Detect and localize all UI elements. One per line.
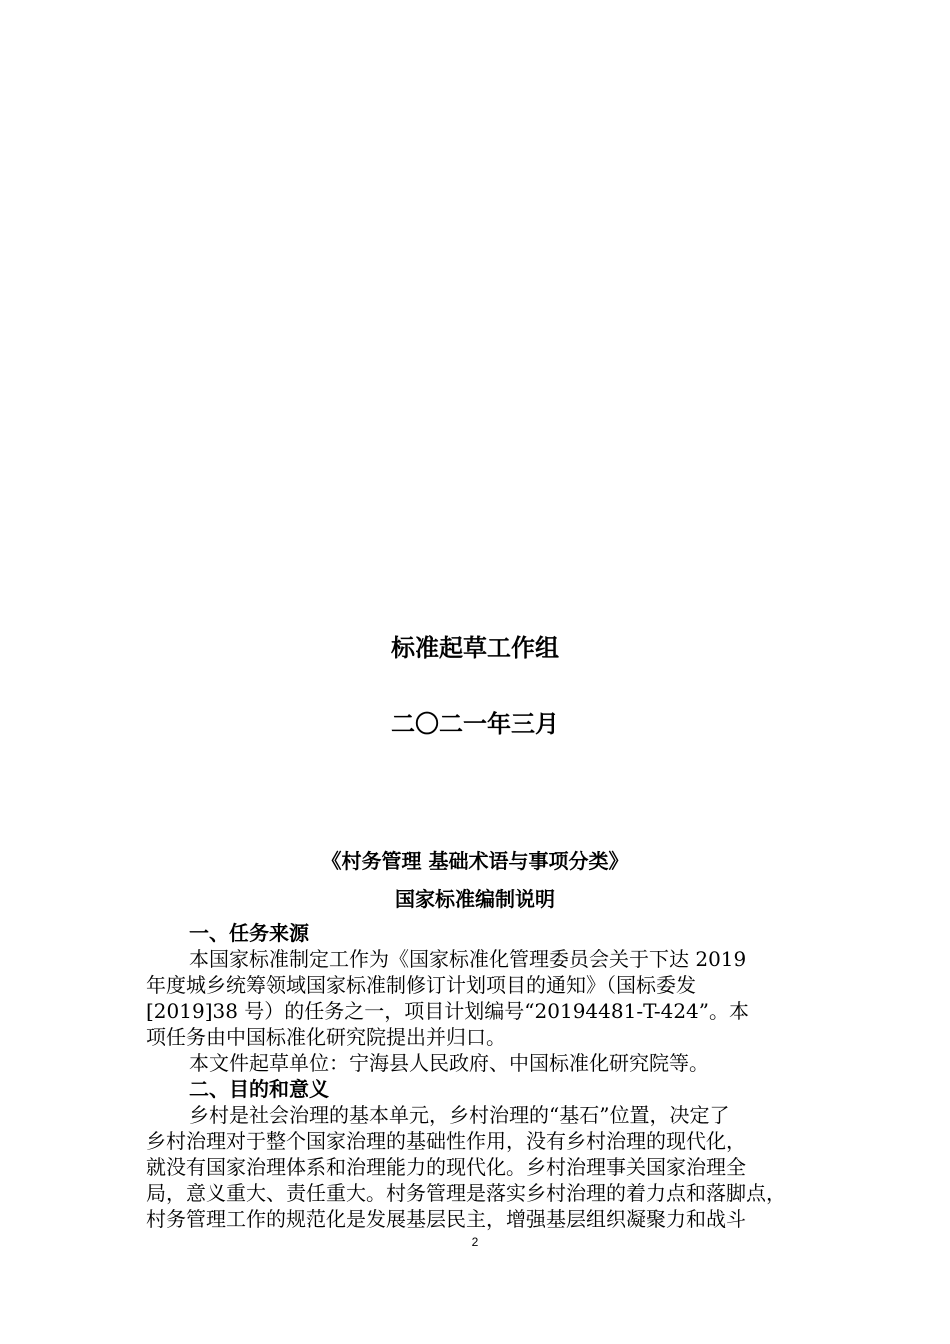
document-body (146, 920, 836, 1232)
document-date: 二〇二一年三月 (391, 710, 559, 738)
paragraph-line: 项任务由中国标准化研究院提出并归口。 (146, 1025, 506, 1049)
paragraph-line: 本国家标准制定工作为《国家标准化管理委员会关于下达 2019 (189, 947, 747, 971)
section-heading-purpose: 二、目的和意义 (189, 1077, 329, 1101)
paragraph-line: 乡村是社会治理的基本单元，乡村治理的“基石”位置，决定了 (189, 1103, 730, 1127)
paragraph-line: 年度城乡统筹领域国家标准制修订计划项目的通知》（国标委发 (146, 973, 696, 997)
standard-subtitle: 国家标准编制说明 (395, 887, 555, 911)
paragraph-line: [2019]38 号）的任务之一，项目计划编号“20194481-T-424”。本 (146, 999, 750, 1023)
section-heading-task-source: 一、任务来源 (189, 921, 309, 945)
drafting-group-title: 标准起草工作组 (391, 634, 559, 662)
paragraph-line: 本文件起草单位：宁海县人民政府、中国标准化研究院等。 (189, 1051, 709, 1075)
paragraph-line: 就没有国家治理体系和治理能力的现代化。乡村治理事关国家治理全 (146, 1155, 746, 1179)
paragraph-line: 村务管理工作的规范化是发展基层民主，增强基层组织凝聚力和战斗 (146, 1207, 746, 1231)
page-number: 2 (471, 1235, 479, 1249)
standard-title: 《村务管理 基础术语与事项分类》 (321, 849, 629, 873)
paragraph-line: 乡村治理对于整个国家治理的基础性作用，没有乡村治理的现代化， (146, 1129, 746, 1153)
paragraph-line: 局，意义重大、责任重大。村务管理是落实乡村治理的着力点和落脚点， (146, 1181, 786, 1205)
